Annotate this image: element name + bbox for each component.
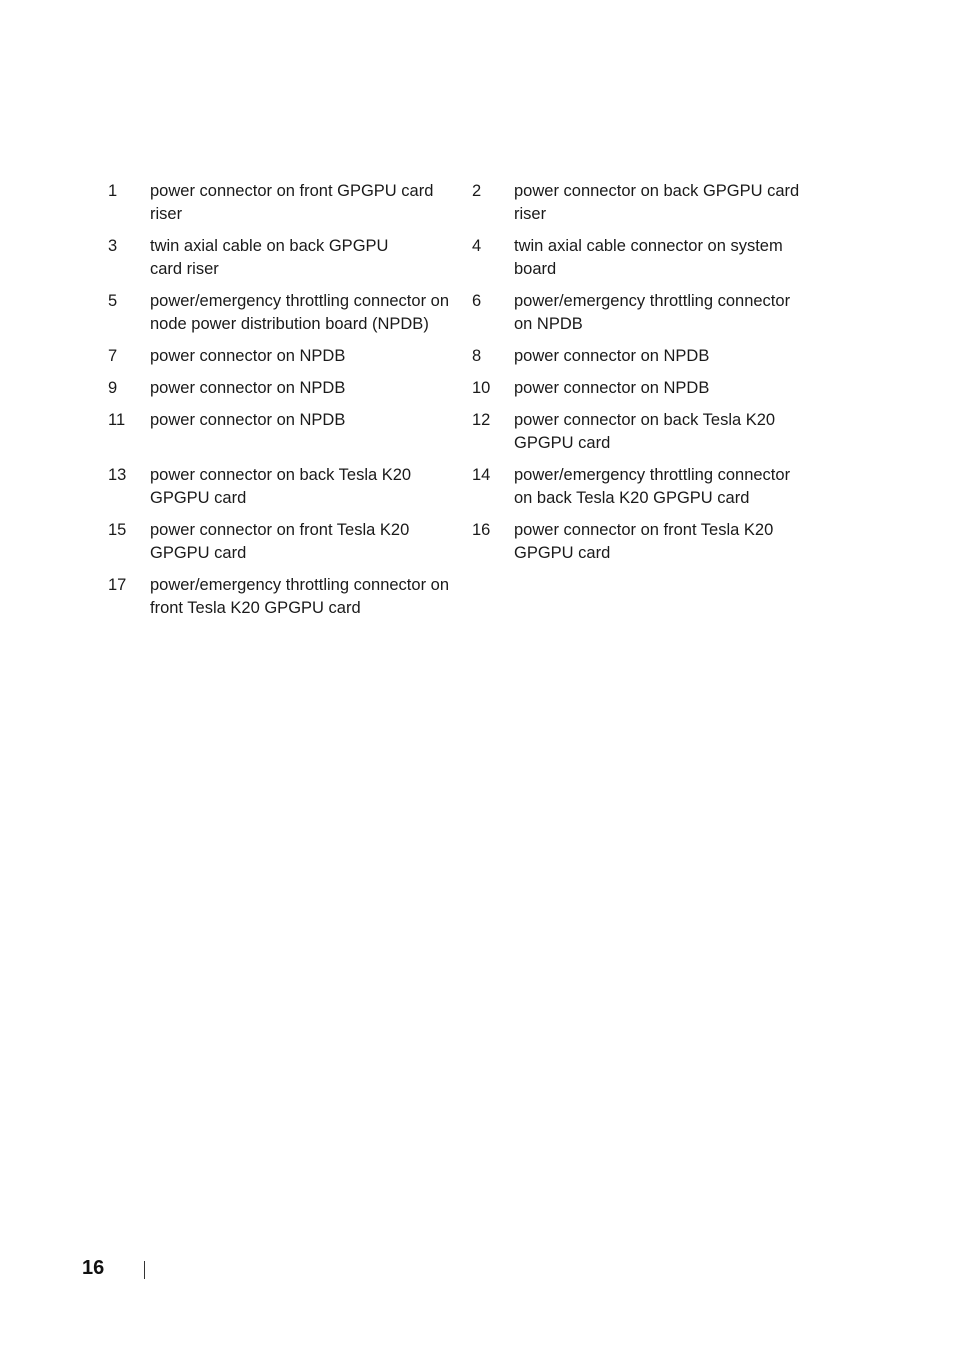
callout-number: 16 — [472, 521, 491, 539]
callout-number: 13 — [108, 466, 127, 484]
callout-description: power connector on front GPGPU card riser — [150, 182, 434, 223]
table-row — [108, 409, 808, 464]
callout-number: 7 — [108, 347, 118, 365]
page-number: 16 — [82, 1257, 105, 1279]
callout-description: twin axial cable connector on system board — [514, 237, 783, 278]
callout-number: 11 — [108, 411, 126, 429]
callout-description: power connector on NPDB — [150, 379, 346, 397]
callout-number: 8 — [472, 347, 482, 365]
table-row — [108, 377, 808, 409]
callout-description: power connector on NPDB — [150, 347, 346, 365]
callout-description: power/emergency throttling connector on NPDB — [514, 292, 791, 333]
callout-number: 6 — [472, 292, 482, 310]
callout-number: 9 — [108, 379, 118, 397]
callout-description: power connector on back Tesla K20 GPGPU card — [150, 466, 412, 507]
callout-legend-table — [108, 180, 808, 629]
callout-number: 1 — [108, 182, 118, 200]
callout-number: 2 — [472, 182, 482, 200]
callout-number: 4 — [472, 237, 482, 255]
callout-description: power connector on back GPGPU card riser — [514, 182, 800, 223]
callout-number: 14 — [472, 466, 491, 484]
callout-description: power connector on back Tesla K20 GPGPU card — [514, 411, 776, 452]
page-footer — [82, 1254, 282, 1284]
table-row — [108, 235, 808, 290]
callout-description: twin axial cable on back GPGPU card riser — [150, 237, 389, 278]
callout-description: power connector on front Tesla K20 GPGPU card — [514, 521, 774, 562]
callout-description — [514, 574, 808, 629]
callout-number: 10 — [472, 379, 491, 397]
table-row — [108, 290, 808, 345]
callout-number: 12 — [472, 411, 491, 429]
callout-number — [472, 574, 514, 629]
callout-description: power/emergency throttling connector on front Tesla K20 GPGPU card — [150, 576, 449, 617]
callout-description: power/emergency throttling connector on back Tesla K20 GPGPU card — [514, 466, 791, 507]
table-row — [108, 574, 808, 629]
callout-number: 15 — [108, 521, 127, 539]
table-row — [108, 464, 808, 519]
callout-number: 5 — [108, 292, 118, 310]
callout-number: 3 — [108, 237, 118, 255]
callout-description: power connector on NPDB — [514, 347, 710, 365]
callout-description: power connector on front Tesla K20 GPGPU card — [150, 521, 410, 562]
table-row — [108, 345, 808, 377]
callout-description: power connector on NPDB — [514, 379, 710, 397]
callout-number: 17 — [108, 576, 127, 594]
callout-description: power/emergency throttling connector on node power distribution board (NPDB) — [150, 292, 449, 333]
table-row — [108, 519, 808, 574]
footer-divider — [144, 1261, 145, 1279]
table-row — [108, 180, 808, 235]
callout-description: power connector on NPDB — [150, 411, 346, 429]
